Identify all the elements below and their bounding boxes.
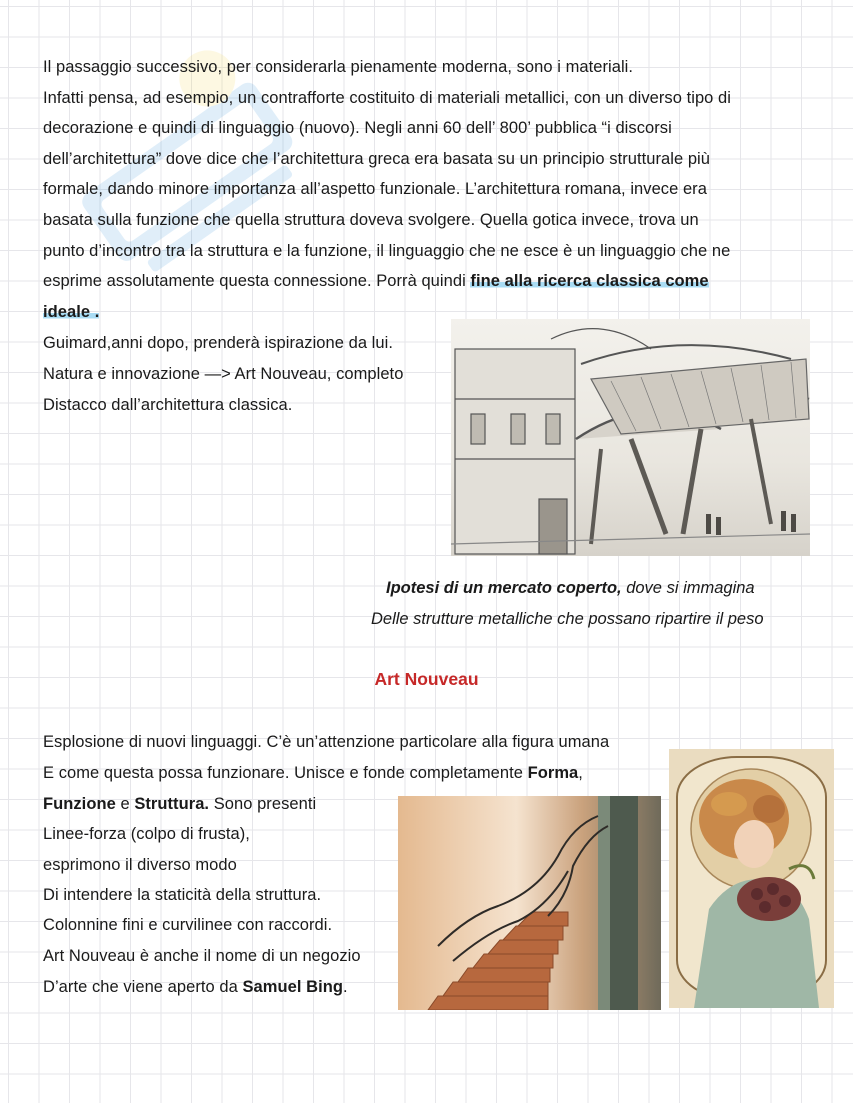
text-plain: D’arte che viene aperto da xyxy=(43,978,243,996)
text-line: Esplosione di nuovi linguaggi. C’è un’attenzione particolare alla figura umana xyxy=(43,733,610,751)
text-line: esprimono il diverso modo xyxy=(43,856,237,874)
text-line: dell’architettura” dove dice che l’architettura greca era basata su un principio strutturale più xyxy=(43,150,710,168)
text-plain: e xyxy=(115,795,135,813)
text-line: basata sulla funzione che quella struttura doveva svolgere. Quella gotica invece, trova un xyxy=(43,211,699,229)
staircase-drawing xyxy=(398,796,661,1010)
highlighted-phrase: fine alla ricerca classica come xyxy=(470,272,709,290)
caption-bold: Ipotesi di un mercato coperto, xyxy=(386,579,622,597)
text-line xyxy=(43,794,316,814)
text-line: Di intendere la staticità della struttura. xyxy=(43,886,322,904)
highlighted-phrase: ideale . xyxy=(43,303,100,321)
market-caption-line2: Delle strutture metalliche che possano ripartire il peso xyxy=(371,610,764,628)
text-plain: Sono presenti xyxy=(209,795,317,813)
art-nouveau-poster xyxy=(669,749,834,1008)
market-drawing xyxy=(451,319,810,556)
text-line: Art Nouveau è anche il nome di un negozio xyxy=(43,947,361,965)
text-line: Distacco dall’architettura classica. xyxy=(43,396,293,414)
text-line xyxy=(43,271,709,291)
text-line xyxy=(43,302,99,322)
text-line: Linee-forza (colpo di frusta), xyxy=(43,825,250,843)
text-plain: E come questa possa funzionare. Unisce e fonde completamente xyxy=(43,764,528,782)
covered-market-illustration xyxy=(451,319,810,556)
caption-text: dove si immagina xyxy=(621,579,755,597)
bold-term: Samuel Bing xyxy=(242,978,343,996)
text-plain: . xyxy=(342,978,348,996)
text-plain: , xyxy=(578,764,583,782)
text-line: Infatti pensa, ad esempio, un contrafforte costituito di materiali metallici, con un diverso tipo di xyxy=(43,89,731,107)
staircase-photo xyxy=(398,796,661,1010)
text-line: decorazione e quindi di linguaggio (nuovo). Negli anni 60 dell’ 800’ pubblica “i discorsi xyxy=(43,119,672,137)
text-line: Colonnine fini e curvilinee con raccordi. xyxy=(43,916,333,934)
bold-term: Forma xyxy=(527,764,579,782)
text-plain: esprime assolutamente questa connessione. Porrà quindi xyxy=(43,272,471,290)
section-title: Art Nouveau xyxy=(374,669,479,689)
text-line: Il passaggio successivo, per considerarla pienamente moderna, sono i materiali. xyxy=(43,58,634,76)
text-line: Natura e innovazione —> Art Nouveau, completo xyxy=(43,365,404,383)
bold-term: Struttura. xyxy=(134,795,210,813)
text-line xyxy=(43,763,583,783)
text-line xyxy=(43,977,348,997)
bold-term: Funzione xyxy=(43,795,116,813)
market-caption xyxy=(386,578,755,598)
text-line: punto d’incontro tra la struttura e la funzione, il linguaggio che ne esce è un linguaggio che ne xyxy=(43,242,731,260)
text-line: Guimard,anni dopo, prenderà ispirazione da lui. xyxy=(43,334,393,352)
poster-drawing xyxy=(669,749,834,1008)
text-line: formale, dando minore importanza all’aspetto funzionale. L’architettura romana, invece era xyxy=(43,180,707,198)
